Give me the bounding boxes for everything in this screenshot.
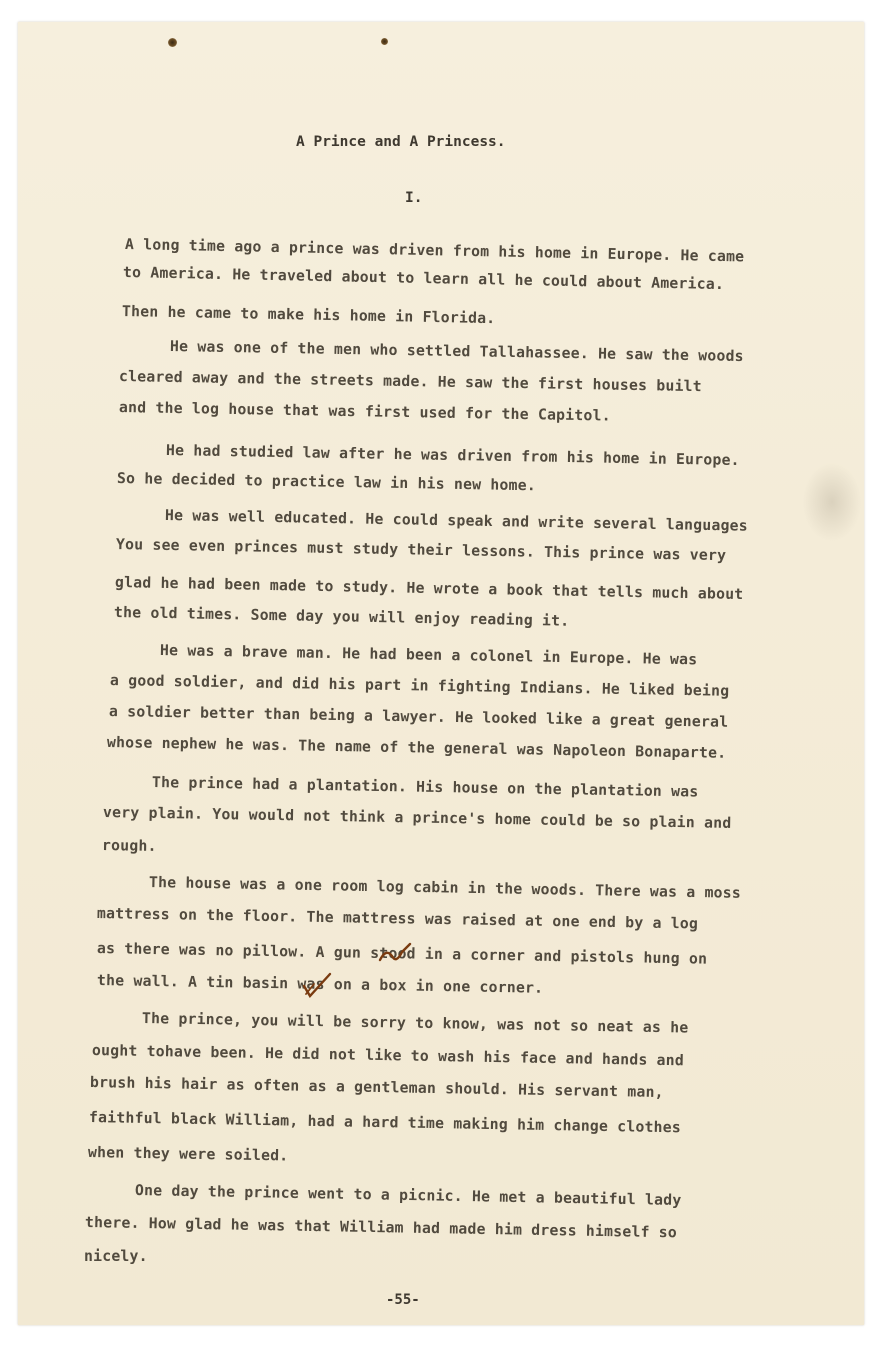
chapter-number: I. bbox=[405, 190, 423, 206]
text-line: the old times. Some day you will enjoy reading it. bbox=[113, 604, 570, 630]
text-line: You see even princes must study their lessons. This prince was very bbox=[115, 536, 727, 565]
text-line: there. How glad he was that William had made him dress himself so bbox=[84, 1214, 678, 1242]
text-line: A long time ago a prince was driven from his home in Europe. He came bbox=[124, 236, 745, 266]
text-line: He was well educated. He could speak and write several languages bbox=[164, 507, 749, 535]
text-line: a soldier better than being a lawyer. He looked like a great general bbox=[108, 703, 729, 731]
binding-hole-left bbox=[168, 38, 177, 47]
text-line: when they were soiled. bbox=[87, 1144, 289, 1165]
text-line: to America. He traveled about to learn all he could about America. bbox=[122, 264, 725, 294]
text-line: a good soldier, and did his part in fighting Indians. He liked being bbox=[109, 672, 730, 700]
text-line: He was one of the men who settled Tallahassee. He saw the woods bbox=[169, 338, 744, 366]
typed-paper-sheet bbox=[18, 22, 864, 1325]
binding-hole-right bbox=[381, 38, 388, 45]
text-line: very plain. You would not think a prince's home could be so plain and bbox=[102, 804, 732, 832]
text-line: The prince had a plantation. His house on the plantation was bbox=[151, 774, 699, 801]
text-line: ought tohave been. He did not like to wash his face and hands and bbox=[91, 1042, 685, 1070]
text-line: faithful black William, had a hard time making him change clothes bbox=[88, 1109, 682, 1137]
text-line: mattress on the floor. The mattress was raised at one end by a log bbox=[96, 905, 699, 933]
text-line: nicely. bbox=[84, 1248, 148, 1265]
text-line: as there was no pillow. A gun stood in a corner and pistols hung on bbox=[96, 940, 708, 968]
stain-mark bbox=[802, 462, 862, 542]
text-line: One day the prince went to a picnic. He met a beautiful lady bbox=[134, 1182, 682, 1210]
text-line: So he decided to practice law in his new home. bbox=[116, 470, 537, 495]
story-title: A Prince and A Princess. bbox=[296, 134, 506, 150]
text-line: brush his hair as often as a gentleman should. His servant man, bbox=[89, 1074, 664, 1102]
text-line: Then he came to make his home in Florida. bbox=[121, 303, 496, 328]
text-line: The prince, you will be sorry to know, was not so neat as he bbox=[141, 1010, 689, 1037]
text-line: and the log house that was first used for the Capitol. bbox=[118, 399, 611, 425]
text-line: He had studied law after he was driven from his home in Europe. bbox=[165, 442, 740, 470]
text-line: glad he had been made to study. He wrote a book that tells much about bbox=[114, 574, 744, 604]
text-line: whose nephew he was. The name of the general was Napoleon Bonaparte. bbox=[106, 734, 727, 762]
text-line: rough. bbox=[101, 837, 157, 855]
text-line: cleared away and the streets made. He saw the first houses built bbox=[118, 368, 703, 396]
text-line: the wall. A tin basin was on a box in one corner. bbox=[96, 972, 544, 997]
text-line: He was a brave man. He had been a colonel in Europe. He was bbox=[159, 642, 698, 669]
text-line: The house was a one room log cabin in the woods. There was a moss bbox=[148, 874, 742, 902]
page-number: -55- bbox=[386, 1292, 420, 1308]
